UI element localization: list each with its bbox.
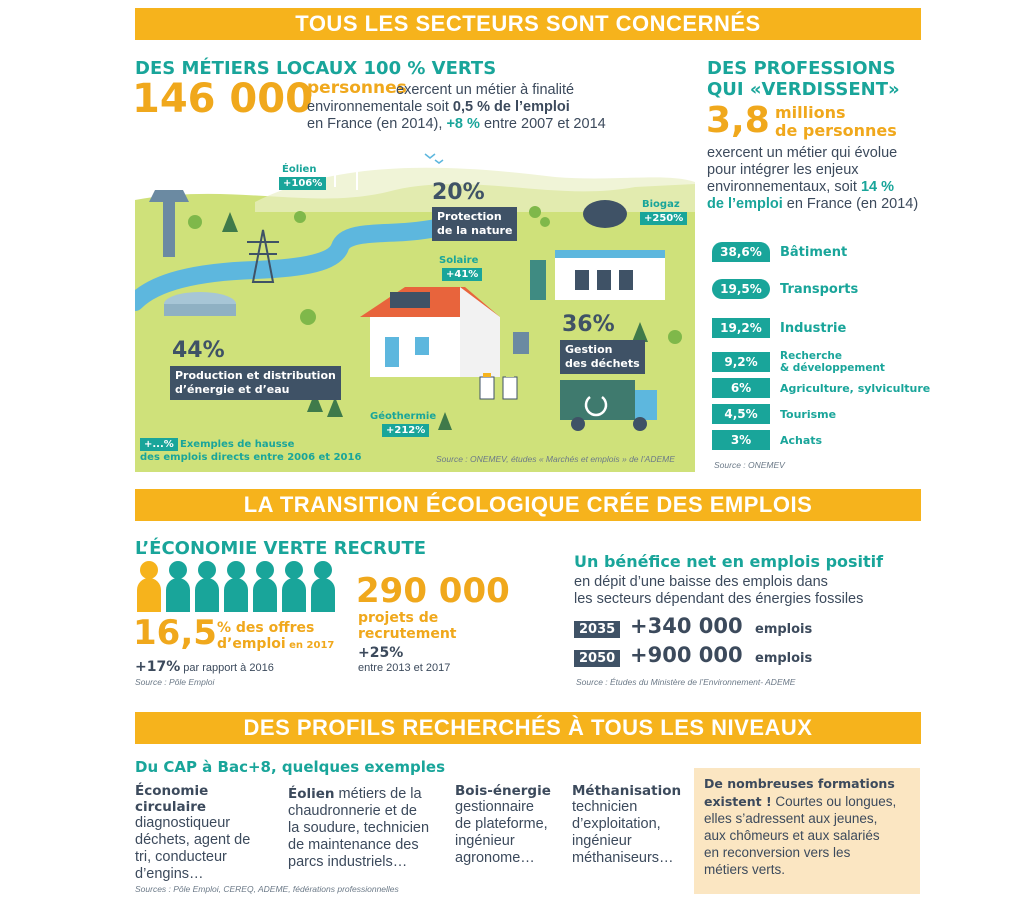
- sector-pct: 4,5%: [712, 404, 770, 424]
- net-unit-2035: emplois: [755, 622, 813, 637]
- solaire-pct-tag: +41%: [442, 268, 482, 281]
- net-unit-2050: emplois: [755, 651, 813, 666]
- net-value-2050: +900 000: [630, 643, 743, 667]
- local-jobs-word: personnes: [307, 78, 407, 98]
- eolien-pct-tag: +106%: [279, 177, 326, 190]
- sector-label: Industrie: [780, 321, 847, 336]
- biogaz-pct-tag: +250%: [640, 212, 687, 225]
- eolien-label: Éolien: [282, 164, 317, 175]
- legend-text-2: des emplois directs entre 2006 et 2016: [140, 452, 362, 463]
- legend-text-1: Exemples de hausse: [180, 439, 295, 450]
- section-banner-sectors: TOUS LES SECTEURS SONT CONCERNÉS: [135, 8, 921, 40]
- profile-col-methanisation: Méthanisation technicien d’exploitation, ingénieur méthaniseurs…: [572, 783, 682, 866]
- geothermie-pct-tag: +212%: [382, 424, 429, 437]
- net-title: Un bénéfice net en emplois positif: [574, 552, 884, 571]
- section-banner-profiles: DES PROFILS RECHERCHÉS À TOUS LES NIVEAUX: [135, 712, 921, 744]
- offers-label: % des offres d’emploi en 2017: [217, 620, 335, 652]
- net-value-2035: +340 000: [630, 614, 743, 638]
- profile-col-eolien: Éolien métiers de la chaudronnerie et de la soudure, technicien de maintenance des parcs industriels…: [288, 786, 430, 870]
- projects-number: 290 000: [356, 571, 510, 611]
- solaire-label: Solaire: [439, 255, 479, 266]
- energie-label-box: Production et distribution d’énergie et d’eau: [170, 366, 341, 400]
- sector-label: Bâtiment: [780, 245, 848, 260]
- greening-desc: exercent un métier qui évolue pour intégrer les enjeux environnementaux, soit 14 % de l’emploi en France (en 2014): [707, 145, 919, 212]
- biogaz-label: Biogaz: [642, 199, 680, 210]
- sector-pct: 19,5%: [712, 279, 770, 299]
- training-box: De nombreuses formations existent ! Courtes ou longues, elles s’adressent aux jeunes, aux chômeurs et aux salariés en reconversion vers les métiers verts.: [694, 768, 920, 894]
- net-desc: en dépit d’une baisse des emplois dans les secteurs dépendant des énergies fossiles: [574, 574, 864, 607]
- recruit-source: Source : Pôle Emploi: [135, 677, 215, 687]
- greening-source: Source : ONEMEV: [714, 460, 785, 470]
- greening-unit: millions de personnes: [775, 103, 897, 140]
- greening-title: DES PROFESSIONS QUI «VERDISSENT»: [707, 58, 900, 100]
- people-icons: [135, 560, 345, 612]
- offers-change: +17% par rapport à 2016: [135, 659, 274, 675]
- net-year-2050: 2050: [574, 650, 620, 667]
- sector-pct: 3%: [712, 430, 770, 450]
- profiles-source: Sources : Pôle Emploi, CEREQ, ADEME, fédérations professionnelles: [135, 884, 399, 894]
- landscape-illustration: [135, 142, 695, 472]
- geothermie-label: Géothermie: [370, 411, 437, 422]
- energie-pct: 44%: [172, 338, 225, 363]
- sector-label: Agriculture, sylviculture: [780, 382, 931, 395]
- profiles-subtitle: Du CAP à Bac+8, quelques exemples: [135, 758, 446, 776]
- net-year-2035: 2035: [574, 621, 620, 638]
- local-jobs-line3: en France (en 2014), +8 % entre 2007 et 2014: [307, 116, 606, 132]
- greening-number: 3,8: [706, 100, 770, 141]
- sector-pct: 6%: [712, 378, 770, 398]
- sector-pct: 19,2%: [712, 318, 770, 338]
- profile-col-circulaire: Économie circulaire diagnostiqueur déchets, agent de tri, conducteur d’engins…: [135, 783, 251, 882]
- section-banner-transition: LA TRANSITION ÉCOLOGIQUE CRÉE DES EMPLOIS: [135, 489, 921, 521]
- sector-pct: 38,6%: [712, 242, 770, 262]
- recruit-title: L’ÉCONOMIE VERTE RECRUTE: [135, 538, 427, 559]
- sector-label: Recherche & développement: [780, 350, 885, 374]
- sector-label: Achats: [780, 434, 823, 447]
- local-jobs-title: DES MÉTIERS LOCAUX 100 % VERTS: [135, 58, 497, 79]
- offers-pct: 16,5: [133, 613, 217, 653]
- legend-tag: +...%: [140, 438, 178, 451]
- projects-change: +25%: [358, 645, 404, 661]
- nature-label-box: Protection de la nature: [432, 207, 517, 241]
- sector-label: Transports: [780, 282, 859, 297]
- projects-period: entre 2013 et 2017: [358, 662, 451, 674]
- projects-label: projets de recrutement: [358, 610, 457, 642]
- dechets-label-box: Gestion des déchets: [560, 340, 645, 374]
- dechets-pct: 36%: [562, 312, 615, 337]
- sector-label: Tourisme: [780, 408, 837, 421]
- illustration-source: Source : ONEMEV, études « Marchés et emplois » de l’ADEME: [436, 454, 675, 464]
- nature-pct: 20%: [432, 180, 485, 205]
- profile-col-bois: Bois-énergie gestionnaire de plateforme, ingénieur agronome…: [455, 783, 551, 866]
- net-source: Source : Études du Ministère de l’Environnement- ADEME: [576, 677, 796, 687]
- local-jobs-number: 146 000: [132, 76, 313, 122]
- sector-pct: 9,2%: [712, 352, 770, 372]
- local-jobs-line1: exercent un métier à finalité: [396, 82, 575, 98]
- local-jobs-line2: environnementale soit 0,5 % de l’emploi: [307, 99, 570, 115]
